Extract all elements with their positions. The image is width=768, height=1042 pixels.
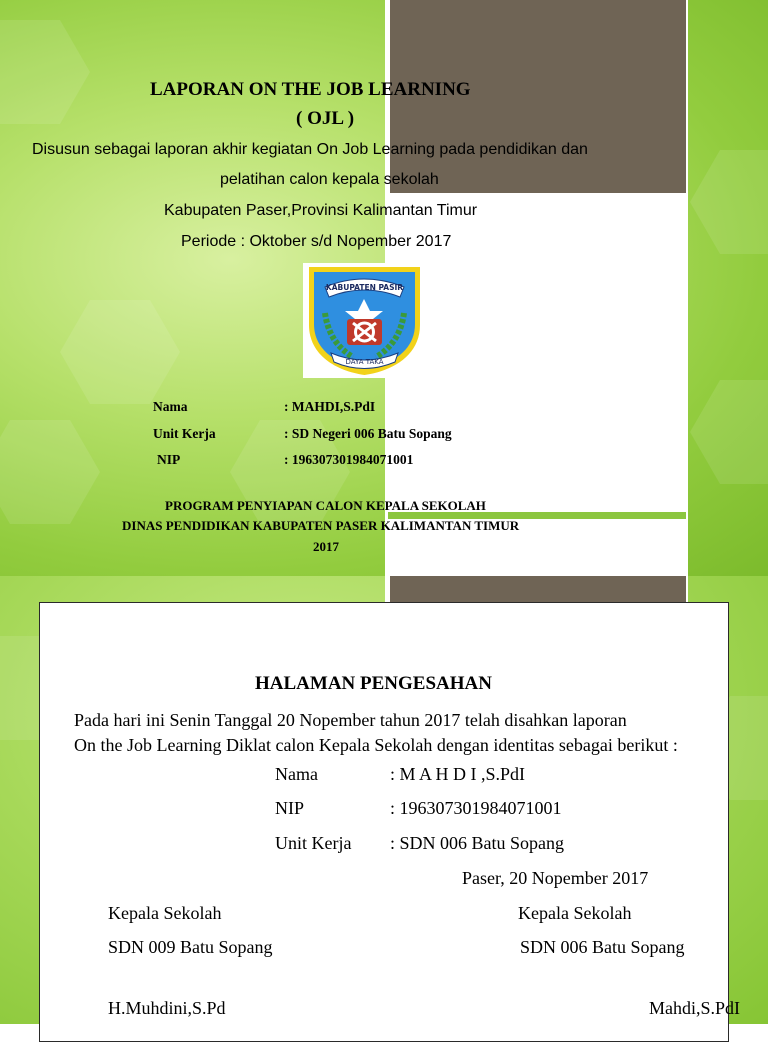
regency-emblem-icon (303, 263, 426, 378)
cover-nama-value: : MAHDI,S.PdI (284, 399, 376, 414)
cover-description-line2: pelatihan calon kepala sekolah (220, 171, 439, 188)
program-line2: DINAS PENDIDIKAN KABUPATEN PASER KALIMANTAN TIMUR (122, 518, 520, 533)
approval-place-date: Paser, 20 Nopember 2017 (462, 868, 649, 888)
cover-description-line1: Disusun sebagai laporan akhir kegiatan On Job Learning pada pendidikan dan (32, 141, 588, 158)
approval-unit-label: Unit Kerja (275, 833, 352, 853)
approval-nama-label: Nama (275, 764, 318, 784)
program-line1: PROGRAM PENYIAPAN CALON KEPALA SEKOLAH (165, 498, 486, 513)
right-signer-role: Kepala Sekolah (518, 903, 632, 923)
approval-document (39, 602, 741, 1042)
hex-decoration (0, 420, 100, 524)
program-year: 2017 (313, 539, 339, 554)
cover-unit-label: Unit Kerja (153, 426, 216, 441)
cover-period: Periode : Oktober s/d Nopember 2017 (181, 233, 452, 250)
hex-decoration (690, 150, 768, 254)
cover-subtitle: ( OJL ) (296, 108, 355, 129)
right-signer-school: SDN 006 Batu Sopang (520, 937, 685, 957)
logo-motto-text: DAYA TAKA (345, 358, 384, 366)
cover-region: Kabupaten Paser,Provinsi Kalimantan Timur (164, 202, 478, 219)
left-signer-name: H.Muhdini,S.Pd (108, 998, 226, 1018)
approval-nip-value: : 196307301984071001 (390, 798, 562, 818)
approval-nama-value: : M A H D I ,S.PdI (390, 764, 526, 784)
hex-decoration (690, 380, 768, 484)
cover-nip-label: NIP (157, 452, 181, 467)
approval-intro-line1: Pada hari ini Senin Tanggal 20 Nopember tahun 2017 telah disahkan laporan (74, 710, 627, 730)
right-signer-name: Mahdi,S.PdI (649, 998, 741, 1018)
approval-unit-value: : SDN 006 Batu Sopang (390, 833, 565, 853)
approval-intro-line2: On the Job Learning Diklat calon Kepala Sekolah dengan identitas sebagai berikut : (74, 735, 678, 755)
hex-decoration (60, 300, 180, 404)
left-signer-school: SDN 009 Batu Sopang (108, 937, 273, 957)
cover-title: LAPORAN ON THE JOB LEARNING (150, 79, 471, 100)
cover-nama-label: Nama (153, 399, 188, 414)
approval-nip-label: NIP (275, 798, 305, 818)
hex-decoration (0, 20, 90, 124)
left-signer-role: Kepala Sekolah (108, 903, 222, 923)
cover-unit-value: : SD Negeri 006 Batu Sopang (284, 426, 452, 441)
logo-banner-text: KABUPATEN PASIR (325, 283, 404, 292)
regency-logo (303, 263, 426, 378)
cover-nip-value: : 196307301984071001 (284, 452, 414, 467)
approval-title: HALAMAN PENGESAHAN (255, 673, 492, 694)
